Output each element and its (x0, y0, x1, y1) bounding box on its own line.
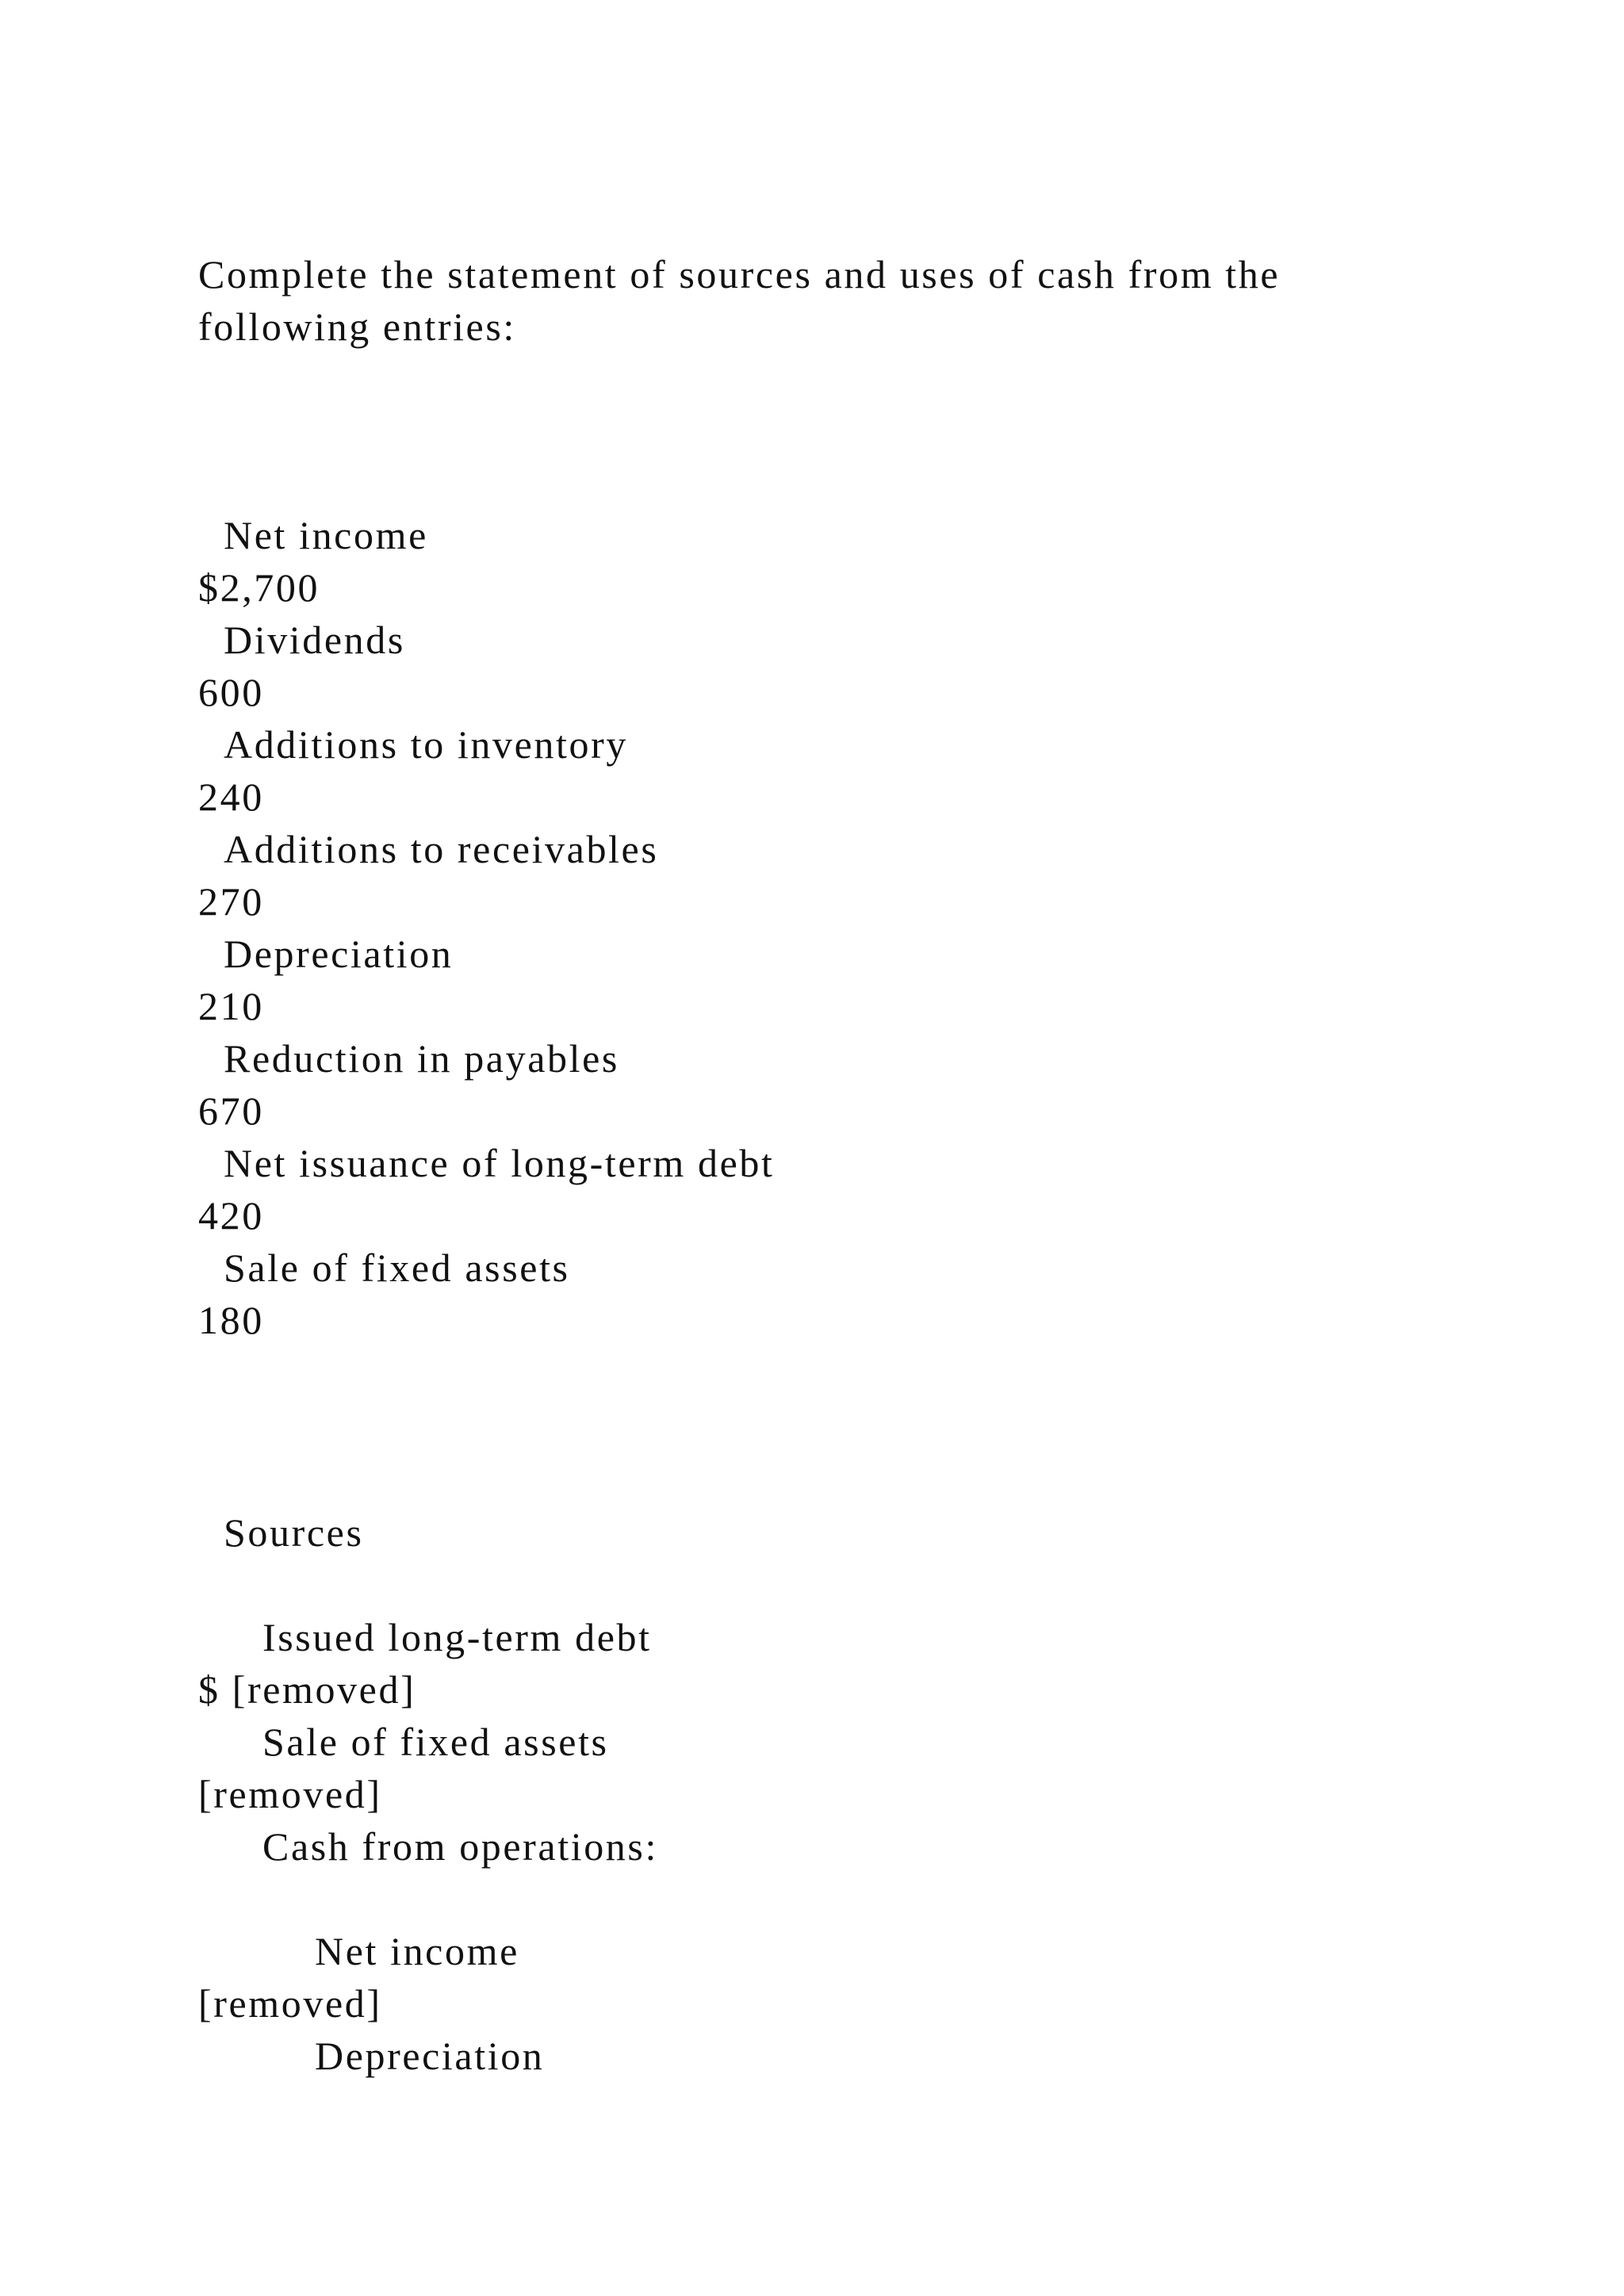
sale-fixed-assets-label: Sale of fixed assets (262, 1720, 609, 1764)
entry-label-additions-receivables: Additions to receivables (224, 827, 659, 871)
entry-value-sale-fixed-assets: 180 (198, 1298, 264, 1342)
entry-value-net-income: $2,700 (198, 565, 320, 610)
entry-value-dividends: 600 (198, 670, 264, 714)
entry-value-additions-inventory: 240 (198, 775, 264, 819)
instruction-line-2: following entries: (198, 304, 516, 349)
instruction-line-1: Complete the statement of sources and uses of cash from the (198, 252, 1281, 297)
operations-net-income-value: [removed] (198, 1981, 382, 2026)
entry-label-additions-inventory: Additions to inventory (224, 722, 628, 767)
entry-label-net-issuance-debt: Net issuance of long-term debt (224, 1141, 775, 1185)
entry-label-dividends: Dividends (224, 618, 405, 662)
cash-from-operations-label: Cash from operations: (262, 1824, 658, 1869)
sources-heading: Sources (224, 1510, 364, 1555)
operations-net-income-label: Net income (315, 1929, 519, 1973)
entry-value-depreciation: 210 (198, 984, 264, 1028)
entry-value-reduction-payables: 670 (198, 1089, 264, 1133)
entry-value-additions-receivables: 270 (198, 879, 264, 924)
sale-fixed-assets-value: [removed] (198, 1772, 382, 1816)
operations-depreciation-label: Depreciation (315, 2034, 545, 2078)
entry-label-reduction-payables: Reduction in payables (224, 1036, 619, 1081)
entry-label-depreciation: Depreciation (224, 932, 454, 976)
issued-debt-label: Issued long-term debt (262, 1615, 652, 1659)
issued-debt-value: $ [removed] (198, 1667, 416, 1712)
entry-label-sale-fixed-assets: Sale of fixed assets (224, 1246, 570, 1290)
entry-label-net-income: Net income (224, 513, 428, 557)
entry-value-net-issuance-debt: 420 (198, 1193, 264, 1238)
